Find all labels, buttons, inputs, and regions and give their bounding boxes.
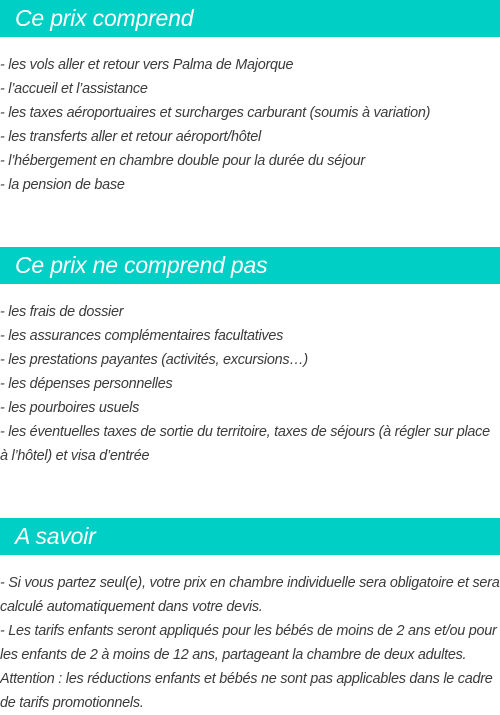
included-list bbox=[0, 53, 500, 197]
section-title: Ce prix ne comprend pas bbox=[15, 252, 268, 278]
section-header-not-included bbox=[0, 247, 500, 284]
list-item: - l’hébergement en chambre double pour la durée du séjour bbox=[0, 153, 365, 169]
list-item: - les pourboires usuels bbox=[0, 400, 140, 416]
list-item: - la pension de base bbox=[0, 177, 125, 193]
list-item: - les dépenses personnelles bbox=[0, 376, 173, 392]
list-item: - Les tarifs enfants seront appliqués pour les bébés de moins de 2 ans et/ou pour les enfants de 2 à moins de 12 ans, partageant la chambre de deux adultes. bbox=[0, 623, 497, 663]
not-included-list bbox=[0, 300, 500, 468]
list-item: - Si vous partez seul(e), votre prix en chambre individuelle sera obligatoire et sera calculé automatiquement dans votre devis. bbox=[0, 575, 500, 615]
section-header-included bbox=[0, 0, 500, 37]
list-item: - les assurances complémentaires facultatives bbox=[0, 328, 284, 344]
list-item: - les vols aller et retour vers Palma de Majorque bbox=[0, 57, 294, 73]
list-item: - les taxes aéroportuaires et surcharges carburant (soumis à variation) bbox=[0, 105, 431, 121]
list-item: - les frais de dossier bbox=[0, 304, 124, 320]
a-savoir-list bbox=[0, 571, 500, 715]
list-item: - l’accueil et l’assistance bbox=[0, 81, 148, 97]
list-item: - les éventuelles taxes de sortie du territoire, taxes de séjours (à régler sur place à l’hôtel) et visa d’entrée bbox=[0, 424, 490, 464]
list-item: - les prestations payantes (activités, excursions…) bbox=[0, 352, 308, 368]
section-title: Ce prix comprend bbox=[15, 5, 194, 31]
list-item: Attention : les réductions enfants et bébés ne sont pas applicables dans le cadre de tarifs promotionnels. bbox=[0, 671, 493, 711]
section-header-a-savoir bbox=[0, 518, 500, 555]
list-item: - les transferts aller et retour aéroport/hôtel bbox=[0, 129, 261, 145]
section-title: A savoir bbox=[15, 523, 96, 549]
